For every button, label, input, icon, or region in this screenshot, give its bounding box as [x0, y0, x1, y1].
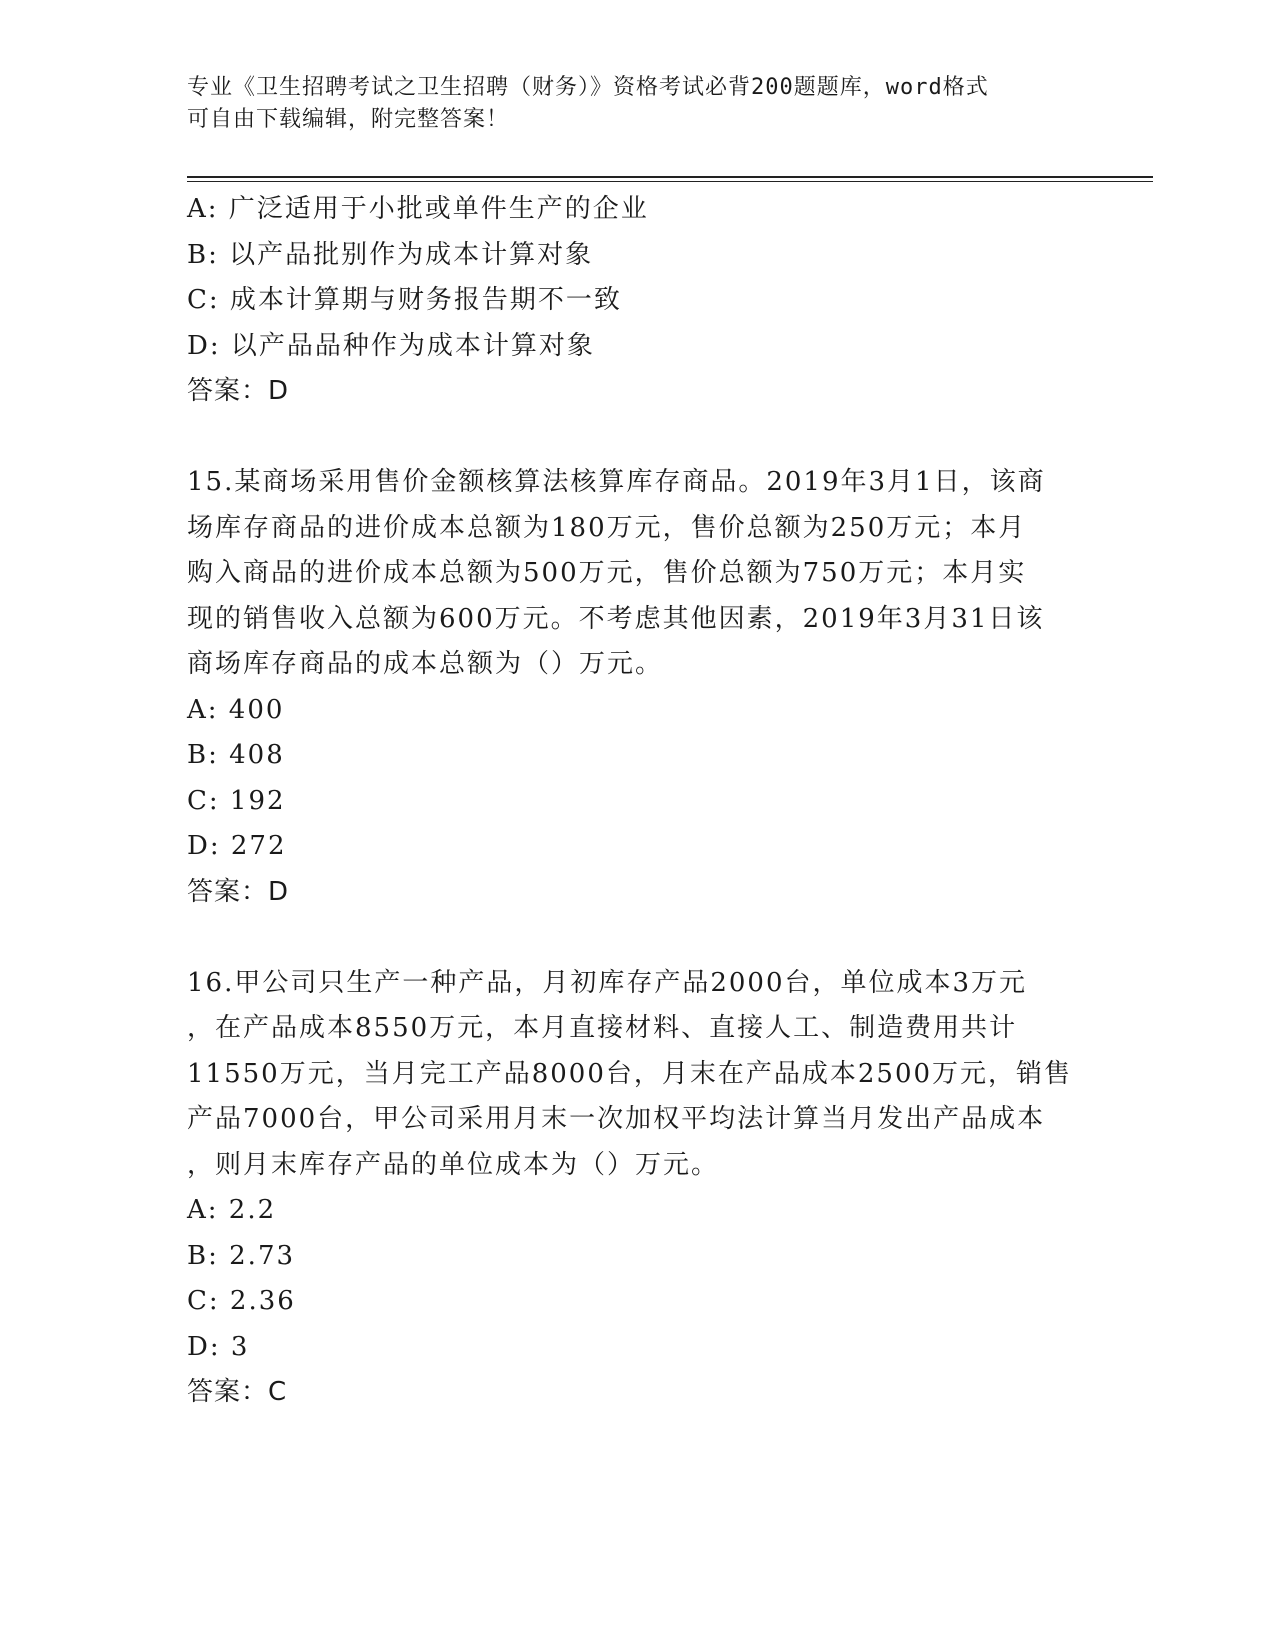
option-a: A: 400	[187, 694, 285, 725]
option-c: C: 2.36	[187, 1286, 296, 1316]
question-15	[187, 460, 1087, 915]
question-text-line: 现的销售收入总额为600万元。不考虑其他因素，2019年3月31日该	[187, 603, 1045, 634]
question-text-line: 11550万元，当月完工产品8000台，月末在产品成本2500万元，销售	[187, 1058, 1073, 1089]
option-d: D: 272	[187, 831, 287, 861]
option-c: C: 成本计算期与财务报告期不一致	[187, 285, 622, 315]
document-header	[187, 72, 1067, 136]
question-16	[187, 961, 1087, 1416]
question-text-line: ，则月末库存产品的单位成本为（）万元。	[187, 1149, 720, 1180]
question-content	[187, 187, 1087, 1416]
question-text-line: 15.某商场采用售价金额核算法核算库存商品。2019年3月1日，该商	[187, 467, 1046, 497]
question-text-line: 商场库存商品的成本总额为（）万元。	[187, 649, 664, 679]
question-text-line: 购入商品的进价成本总额为500万元，售价总额为750万元；本月实	[187, 558, 1027, 588]
spacer	[187, 915, 1087, 961]
header-divider-thick	[187, 176, 1153, 178]
question-text-line: ，在产品成本8550万元，本月直接材料、直接人工、制造费用共计	[187, 1013, 1018, 1043]
spacer	[187, 415, 1087, 461]
option-c: C: 192	[187, 785, 286, 816]
header-line-2: 可自由下载编辑，附完整答案！	[187, 107, 510, 132]
question-text-line: 产品7000台，甲公司采用月末一次加权平均法计算当月发出产品成本	[187, 1104, 1046, 1134]
option-d: D: 以产品品种作为成本计算对象	[187, 330, 595, 361]
option-b: B: 以产品批别作为成本计算对象	[187, 239, 594, 270]
option-b: B: 2.73	[187, 1240, 296, 1271]
answer-label: 答案：D	[187, 876, 290, 907]
header-divider-thin	[187, 181, 1153, 182]
option-b: B: 408	[187, 740, 285, 770]
question-text-line: 16.甲公司只生产一种产品，月初库存产品2000台，单位成本3万元	[187, 967, 1028, 998]
option-d: D: 3	[187, 1331, 250, 1362]
answer-label: 答案：C	[187, 1377, 288, 1407]
question-text-line: 场库存商品的进价成本总额为180万元，售价总额为250万元；本月	[187, 512, 1027, 543]
question-14-options	[187, 187, 1087, 415]
option-a: A: 2.2	[187, 1195, 277, 1225]
answer-label: 答案：D	[187, 376, 290, 406]
option-a: A: 广泛适用于小批或单件生产的企业	[187, 194, 649, 224]
header-line-1: 专业《卫生招聘考试之卫生招聘（财务）》资格考试必背200题题库，word格式	[187, 75, 989, 100]
